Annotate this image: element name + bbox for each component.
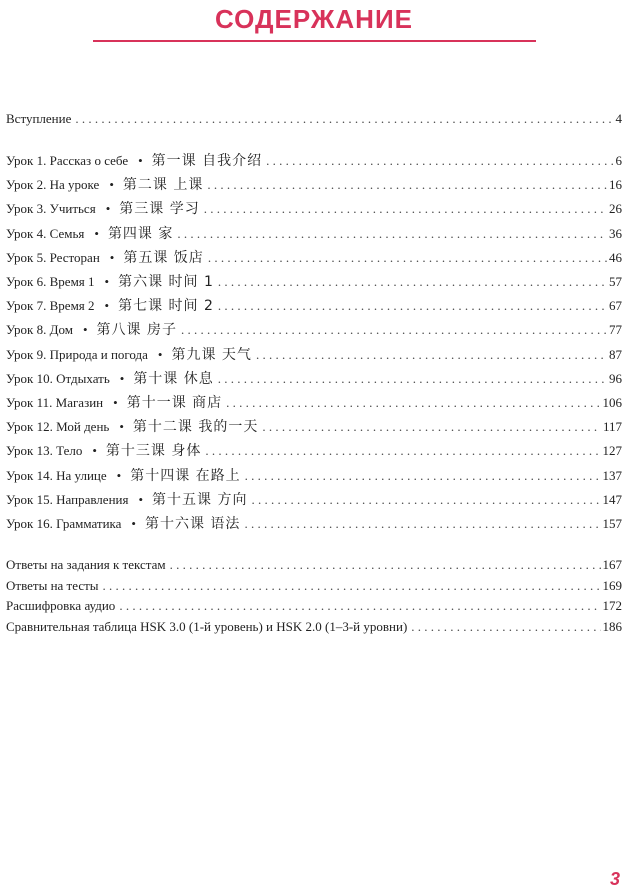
lesson-title-zh: 第九课 天气 [171, 346, 252, 363]
lesson-title-zh: 第五课 饭店 [123, 249, 204, 266]
dot-leader [218, 272, 607, 292]
lesson-title-ru: Урок 4. Семья [6, 225, 85, 241]
bullet-separator: • [119, 370, 125, 386]
toc-entry-appendix[interactable] [6, 617, 622, 637]
toc-page-number: 157 [602, 516, 622, 531]
toc-page-number: 169 [602, 577, 622, 593]
lesson-title-zh: 第三课 学习 [119, 201, 200, 218]
lesson-title-ru: Урок 12. Мой день [6, 419, 110, 435]
toc-entry-lesson[interactable] [6, 441, 622, 461]
bullet-separator: • [92, 443, 97, 459]
lesson-title-zh: 第十课 休息 [133, 370, 214, 387]
lesson-title-ru: Урок 2. На уроке [6, 177, 100, 193]
bullet-separator: • [109, 249, 115, 265]
lesson-title-zh: 第二课 上课 [122, 177, 204, 194]
toc-entry-lesson[interactable] [6, 369, 622, 389]
toc-page-number: 87 [609, 346, 622, 362]
toc-entry-intro[interactable] [6, 109, 622, 129]
lesson-title-zh: 第七课 时间 2 [118, 298, 214, 315]
dot-leader [226, 393, 600, 413]
dot-leader [208, 248, 607, 268]
bullet-separator: • [82, 322, 88, 338]
toc-entry-label: Вступление [6, 111, 72, 126]
toc-page-number: 147 [602, 491, 622, 507]
toc-entry-lesson[interactable] [6, 490, 622, 510]
dot-leader [245, 466, 601, 486]
bullet-separator: • [113, 395, 118, 410]
toc-entry-appendix[interactable] [6, 596, 622, 616]
toc-page-number: 67 [609, 298, 622, 314]
toc-page-number: 46 [609, 249, 622, 265]
toc-entry-lesson[interactable] [6, 345, 622, 365]
page-title: СОДЕРЖАНИЕ [215, 4, 413, 34]
bullet-separator: • [131, 516, 136, 531]
lesson-title-ru: Урок 3. Учиться [6, 201, 96, 217]
toc-page-number: 6 [615, 153, 622, 168]
lesson-title-ru: Урок 7. Время 2 [6, 298, 95, 314]
bullet-separator: • [105, 201, 111, 217]
lesson-title-ru: Урок 14. На улице [6, 467, 107, 483]
dot-leader [218, 296, 607, 316]
dot-leader [262, 417, 601, 437]
toc-entry-lesson[interactable] [6, 320, 622, 340]
lesson-title-ru: Урок 11. Магазин [6, 395, 104, 410]
lesson-title-ru: Урок 16. Грамматика [6, 516, 122, 531]
toc-page-number: 106 [602, 395, 622, 410]
dot-leader [266, 151, 613, 171]
lesson-title-ru: Урок 5. Ресторан [6, 249, 100, 265]
lesson-title-zh: 第十三课 身体 [105, 443, 202, 460]
bullet-separator: • [109, 177, 114, 193]
toc-page-number: 77 [609, 322, 622, 338]
toc-page-number: 57 [609, 274, 622, 289]
toc-entry-label: Расшифровка аудио [6, 598, 116, 613]
lesson-title-zh: 第四课 家 [107, 225, 174, 242]
toc-entry-lesson[interactable] [6, 393, 622, 413]
dot-leader [251, 490, 600, 510]
toc-page-number: 137 [602, 467, 622, 483]
lesson-title-ru: Урок 9. Природа и погода [6, 346, 148, 362]
bullet-separator: • [138, 153, 143, 168]
toc-page-number: 16 [609, 177, 622, 193]
dot-leader [244, 514, 600, 534]
lesson-title-ru: Урок 8. Дом [6, 322, 73, 338]
toc-entry-label: Сравнительная таблица HSK 3.0 (1-й уровень) и HSK 2.0 (1–3-й уровни) [6, 618, 408, 634]
lesson-title-ru: Урок 15. Направления [6, 491, 129, 507]
toc-entry-appendix[interactable] [6, 576, 622, 596]
toc-entry-lesson[interactable] [6, 224, 622, 244]
toc-entry-label: Ответы на задания к текстам [6, 557, 166, 572]
toc-page-number: 36 [609, 225, 622, 241]
lesson-title-ru: Урок 1. Рассказ о себе [6, 153, 129, 168]
toc-page-number: 167 [602, 557, 622, 572]
toc-entry-lesson[interactable] [6, 199, 622, 219]
dot-leader [75, 109, 613, 129]
toc-entry-lesson[interactable] [6, 514, 622, 534]
lesson-title-zh: 第十五课 方向 [152, 491, 248, 508]
toc-page-number: 186 [602, 618, 622, 634]
dot-leader [207, 175, 607, 195]
dot-leader [103, 576, 601, 596]
bullet-separator: • [157, 346, 163, 362]
toc-entry-lesson[interactable] [6, 272, 622, 292]
lesson-title-ru: Урок 10. Отдыхать [6, 370, 110, 386]
toc-page-number: 172 [602, 598, 622, 613]
bullet-separator: • [119, 419, 124, 435]
toc-entry-appendix[interactable] [6, 555, 622, 575]
dot-leader [177, 224, 607, 244]
toc-entry-label: Ответы на тесты [6, 577, 99, 593]
toc-entry-lesson[interactable] [6, 248, 622, 268]
toc-entry-lesson[interactable] [6, 296, 622, 316]
lesson-title-zh: 第十六课 语法 [144, 516, 241, 532]
dot-leader [256, 345, 607, 365]
dot-leader [119, 596, 600, 616]
lesson-title-zh: 第十四课 在路上 [130, 467, 241, 484]
lesson-title-ru: Урок 6. Время 1 [6, 274, 95, 289]
toc-page-number: 117 [602, 419, 622, 435]
toc-entry-lesson[interactable] [6, 175, 622, 195]
bullet-separator: • [116, 467, 122, 483]
dot-leader [170, 555, 601, 575]
toc-entry-lesson[interactable] [6, 466, 622, 486]
dot-leader [218, 369, 607, 389]
toc-page-number: 127 [602, 443, 622, 459]
toc-entry-lesson[interactable] [6, 151, 622, 171]
lesson-title-zh: 第六课 时间 1 [118, 274, 214, 290]
toc-entry-lesson[interactable] [6, 417, 622, 437]
lesson-title-ru: Урок 13. Тело [6, 443, 83, 459]
bullet-separator: • [104, 298, 110, 314]
lesson-title-zh: 第十二课 我的一天 [132, 419, 259, 436]
lesson-title-zh: 第十一课 商店 [126, 395, 223, 411]
page-number: 3 [609, 869, 620, 889]
title-underline [93, 40, 536, 42]
dot-leader [181, 320, 607, 340]
bullet-separator: • [94, 225, 99, 241]
bullet-separator: • [104, 274, 110, 289]
dot-leader [411, 617, 600, 637]
bullet-separator: • [138, 491, 144, 507]
lesson-title-zh: 第八课 房子 [96, 322, 177, 339]
dot-leader [205, 441, 600, 461]
toc-page-number: 96 [609, 370, 622, 386]
toc-page-number: 4 [615, 111, 622, 126]
toc-page-number: 26 [609, 201, 622, 217]
dot-leader [204, 199, 607, 219]
lesson-title-zh: 第一课 自我介绍 [151, 153, 263, 169]
